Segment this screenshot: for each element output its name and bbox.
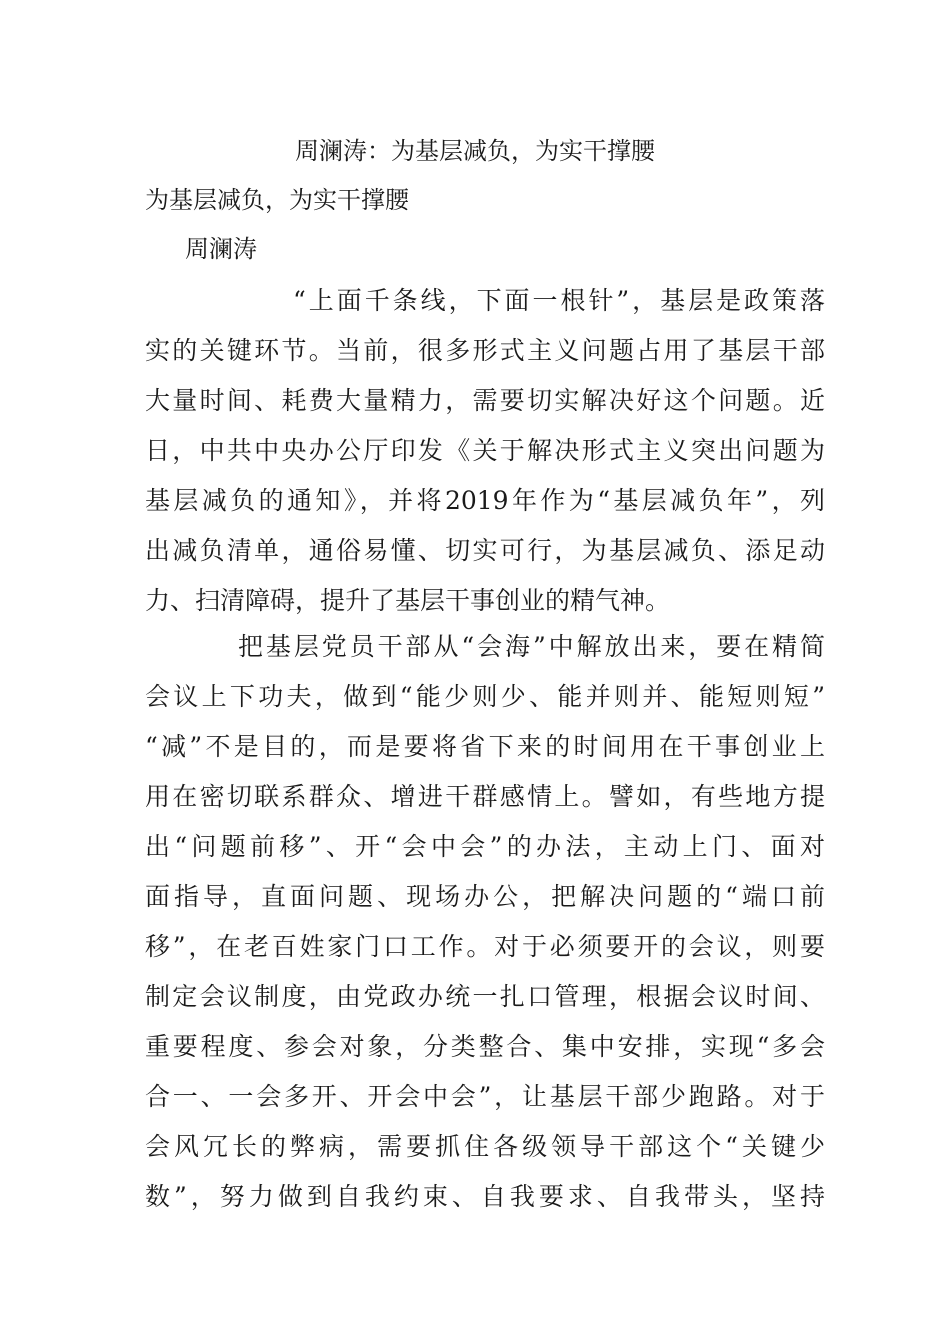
paragraph-line: 把基层党员干部从“会海”中解放出来，要在精简 xyxy=(238,632,825,661)
paragraph-1 xyxy=(145,276,825,626)
paragraph-2 xyxy=(145,622,825,1222)
paragraph-line: 合一、一会多开、开会中会”，让基层干部少跑路。对于 xyxy=(145,1082,825,1111)
paragraph-line: 重要程度、参会对象，分类整合、集中安排，实现“多会 xyxy=(145,1032,825,1061)
paragraph-line: “上面千条线，下面一根针”，基层是政策落 xyxy=(293,286,825,315)
paragraph-line: 大量时间、耗费大量精力，需要切实解决好这个问题。近 xyxy=(145,386,825,415)
paragraph-line: 会议上下功夫，做到“能少则少、能并则并、能短则短” xyxy=(145,682,825,711)
paragraph-line: 出减负清单，通俗易懂、切实可行，为基层减负、添足动 xyxy=(145,536,825,565)
paragraph-line: 会风冗长的弊病，需要抓住各级领导干部这个“关键少 xyxy=(145,1132,825,1161)
paragraph-line: 实的关键环节。当前，很多形式主义问题占用了基层干部 xyxy=(145,336,825,365)
paragraph-line: 数”，努力做到自我约束、自我要求、自我带头，坚持 xyxy=(145,1182,825,1211)
document-subtitle: 为基层减负，为实干撑腰 xyxy=(145,186,409,214)
paragraph-line: 面指导，直面问题、现场办公，把解决问题的“端口前 xyxy=(145,882,825,911)
paragraph-line: “减”不是目的，而是要将省下来的时间用在干事创业上 xyxy=(145,732,825,761)
paragraph-line: 出“问题前移”、开“会中会”的办法，主动上门、面对 xyxy=(145,832,825,861)
author-name: 周澜涛 xyxy=(185,235,257,263)
paragraph-line: 力、扫清障碍，提升了基层干事创业的精气神。 xyxy=(145,586,671,615)
paragraph-line: 基层减负的通知》，并将2019年作为“基层减负年”，列 xyxy=(145,486,825,515)
paragraph-line: 用在密切联系群众、增进干群感情上。譬如，有些地方提 xyxy=(145,782,825,811)
paragraph-line: 日，中共中央办公厅印发《关于解决形式主义突出问题为 xyxy=(145,436,825,465)
paragraph-line: 制定会议制度，由党政办统一扎口管理，根据会议时间、 xyxy=(145,982,825,1011)
paragraph-line: 移”，在老百姓家门口工作。对于必须要开的会议，则要 xyxy=(145,932,825,961)
document-title: 周澜涛：为基层减负，为实干撑腰 xyxy=(295,137,655,165)
